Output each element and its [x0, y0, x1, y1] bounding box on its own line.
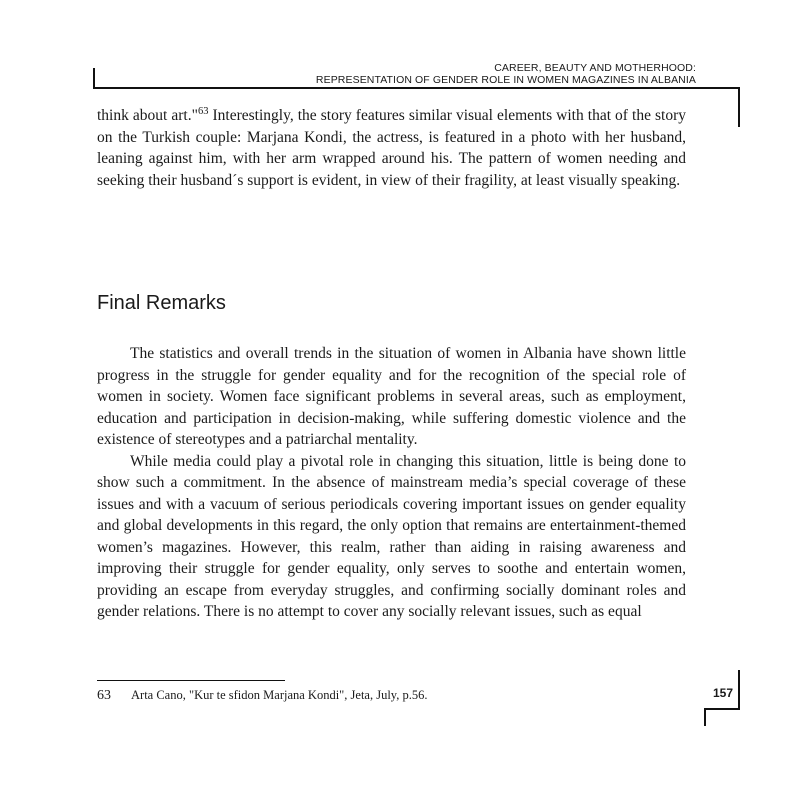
running-header-line-1: CAREER, BEAUTY AND MOTHERHOOD: [494, 62, 696, 74]
intro-text-start: think about art." [97, 107, 198, 124]
section-title: Final Remarks [97, 292, 226, 314]
section-paragraph-1: The statistics and overall trends in the situation of women in Albania have shown little progress in the struggle for gender equality and for the recognition of the special role of women in society. Women face significant problems in several areas, such as employment, education and participation in decision-making, while suffering domestic violence and the existence of stereotypes and a patriarchal mentality. [97, 345, 686, 448]
header-left-tick [93, 68, 95, 88]
page-number: 157 [713, 686, 734, 700]
footnote [97, 688, 428, 704]
header-underline [93, 87, 740, 89]
running-header [96, 62, 696, 86]
footnote-separator [97, 680, 285, 681]
header-right-tick [738, 87, 740, 127]
page-corner-vertical [738, 670, 740, 710]
intro-text-rest: Interestingly, the story features similar visual elements with that of the story on the Turkish couple: Marjana Kondi, the actress, is featured in a photo with her husband, leaning against him, with her arm wrapped around his. The pattern of women needing and seeking their husband´s support is evident, in view of their fragility, at least visually speaking. [97, 107, 686, 189]
footnote-text: Arta Cano, "Kur te sfidon Marjana Kondi", Jeta, July, p.56. [131, 688, 428, 702]
page-corner-tick [704, 708, 706, 726]
section-body [97, 343, 686, 623]
running-header-line-2: REPRESENTATION OF GENDER ROLE IN WOMEN MAGAZINES IN ALBANIA [315, 74, 696, 86]
section-paragraph-2: While media could play a pivotal role in changing this situation, little is being done to show such a commitment. In the absence of mainstream media’s special coverage of these issues and with a vacuum of serious periodicals covering important issues on gender equality and global developments in this regard, the only option that remains are entertainment-themed women’s magazines. However, this realm, rather than aiding in raising awareness and improving their struggle for gender equality, only serves to soothe and entertain women, providing an escape from everyday struggles, and confirming socially dominant roles and gender relations. There is no attempt to cover any socially relevant issues, such as equal [97, 452, 686, 620]
intro-paragraph [97, 105, 686, 191]
page-corner-horizontal [704, 708, 740, 710]
footnote-number: 63 [97, 688, 111, 703]
footnote-reference: 63 [197, 106, 209, 117]
